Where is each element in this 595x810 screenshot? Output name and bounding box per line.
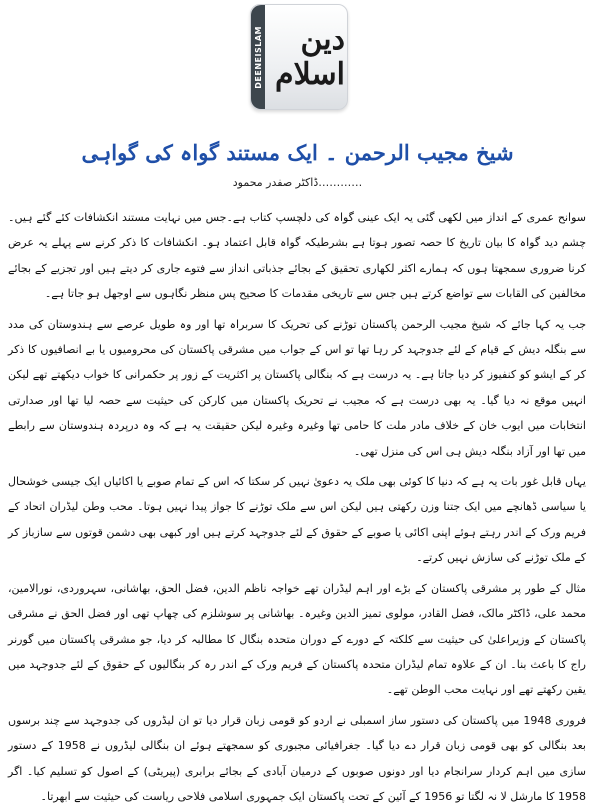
article-paragraph: مثال کے طور پر مشرقی پاکستان کے بڑے اور اہم لیڈران تھے خواجہ ناظم الدین، فضل الحق، بھاشانی، سہروردی، نورالامین، محمد علی، ڈاکٹر مالک، فضل القادر، مولوی تمیز الدین وغیرہ۔ بھاشانی پر سوشلزم کی چھاپ تھی اور فضل الحق نے مشرقی پاکستان کے وزیراعلیٰ کی حیثیت سے کلکتہ کے دورے کے دوران متحدہ بنگال کا مطالبہ کر دیا، جو مشرقی پاکستان میں گورنر راج کا باعث بنا۔ ان کے علاوہ تمام لیڈران متحدہ پاکستان کے فریم ورک کے اندر رہ کر بنگالیوں کے حقوق کے لئے جدوجہد میں یقین رکھتے تھے اور نہایت محب الوطن تھے۔ bbox=[8, 581, 586, 697]
article-paragraph: سوانح عمری کے انداز میں لکھی گئی یہ ایک عینی گواہ کی دلچسپ کتاب ہے۔جس میں نہایت مستند انکشافات کئے گئے ہیں۔ چشم دید گواہ کا بیان تاریخ کا حصہ تصور ہوتا ہے بشرطیکہ گواہ قابل اعتماد ہو۔ انکشافات کا ذکر کرنے سے پہلے یہ عرض کرنا ضروری سمجھتا ہوں کہ ہمارے اکثر لکھاری تحقیق کے بجائے جذباتی انداز سے فتوے جاری کر دیتے ہیں اور تجزیے کے بجائے مخالفین کی القابات سے تواضع کرتے ہیں جس سے تاریخی مقدمات کا صحیح پس منظر نگاہوں سے اوجھل ہو جاتا ہے۔ bbox=[8, 211, 586, 301]
logo-calligraphy: دین اسلام bbox=[275, 22, 345, 92]
article-title: شیخ مجیب الرحمن ۔ ایک مستند گواہ کی گواہی bbox=[81, 140, 514, 165]
article-paragraph: جب یہ کہا جائے کہ شیخ مجیب الرحمن پاکستان توڑنے کی تحریک کا سربراہ تھا اور وہ طویل عرصے سے ہندوستان کی مدد سے بنگلہ دیش کے قیام کے لئے جدوجہد کر رہا تھا تو اس کے جواب میں مشرقی پاکستان کی محرومیوں یا بے انصافیوں کا ذکر کر کے ایشو کو کنفیوز کر دیا جاتا ہے۔ یہ درست ہے کہ بنگالی پاکستان پر اکثریت کے زور پر حکمرانی کا خواب دیکھتے تھے لیکن انہیں موقع نہ دیا گیا۔ یہ بھی درست ہے کہ مجیب نے تحریک پاکستان میں کارکن کی حیثیت سے حصہ لیا تھا اور صدارتی انتخابات میں ایوب خان کے خلاف مادر ملت کا حامی تھا وغیرہ وغیرہ لیکن حقیقت یہ ہے کہ وہ درپردہ ہندوستان سے رابطے میں تھا اور آزاد بنگلہ دیش ہی اس کی منزل تھی۔ bbox=[8, 317, 586, 458]
logo-vertical-strip bbox=[251, 5, 265, 109]
article-body bbox=[8, 205, 586, 809]
article-author: …………ڈاکٹر صفدر محمود bbox=[232, 176, 363, 189]
site-logo[interactable] bbox=[250, 4, 348, 110]
article-paragraph: یہاں قابل غور بات یہ ہے کہ دنیا کا کوئی بھی ملک یہ دعویٰ نہیں کر سکتا کہ اس کے تمام صوبے یا اکائیاں ایک جیسی خوشحال یا سیاسی ڈھانچے میں ایک جتنا وزن رکھتی ہیں لیکن اس سے ملک توڑنے کا جواز پیدا نہیں ہوتا۔ محب وطن لیڈران اتحاد کے فریم ورک کے اندر رہتے ہوئے اپنی اکائی یا صوبے کے حقوق کے لئے جدوجہد کرتے ہیں اور کبھی بھی دشمن قوتوں سے سازباز کر کے ملک توڑنے کی سازش نہیں کرتے۔ bbox=[8, 475, 586, 565]
article-paragraph: فروری 1948 میں پاکستان کی دستور ساز اسمبلی نے اردو کو قومی زبان قرار دیا تو ان لیڈروں کی جدوجہد سے چند برسوں بعد بنگالی کو بھی قومی زبان قرار دے دیا گیا۔ جغرافیائی مجبوری کو سمجھتے ہوئے ان بنگالی لیڈروں نے 1958 کے دستور سازی میں اہم کردار سرانجام دیا اور دونوں صوبوں کے درمیان آبادی کے بجائے برابری (پیریٹی) کے اصول کو تسلیم کیا۔ اگر 1958 کا مارشل لا نہ لگتا تو 1956 کے آئین کے تحت پاکستان ایک جمہوری اسلامی فلاحی ریاست کی حیثیت سے ابھرتا۔ bbox=[8, 713, 586, 803]
logo-strip-text: DEENEISLAM bbox=[253, 25, 263, 89]
